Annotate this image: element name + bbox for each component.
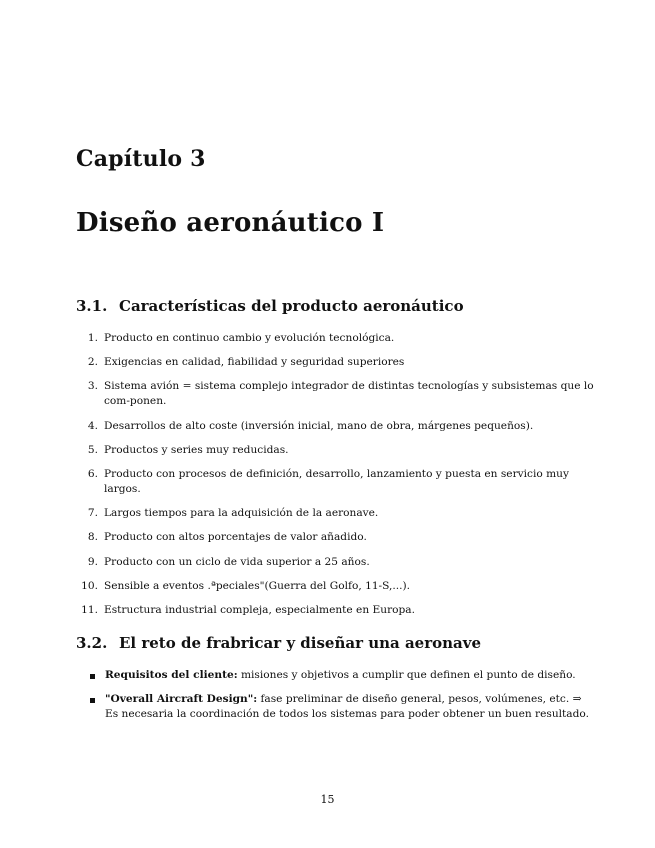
list-item xyxy=(76,355,596,370)
section-number: 3.1. xyxy=(76,297,108,315)
item-text: Productos y series muy reducidas. xyxy=(104,443,289,456)
item-number: 9. xyxy=(87,555,98,568)
bullet-text: fase preliminar de diseño general, pesos, volúmenes, etc. ⇒ Es necesaria la coordinación de todos los sistemas para poder obtener un buen resultado. xyxy=(105,692,589,720)
characteristics-list xyxy=(76,331,596,627)
bullet-bold-term: "Overall Aircraft Design": xyxy=(105,692,258,705)
list-item xyxy=(76,579,596,594)
item-text: Producto con procesos de definición, desarrollo, lanzamiento y puesta en servicio muy largos. xyxy=(104,467,569,495)
list-item xyxy=(76,419,596,434)
item-text: Sensible a eventos .ªpeciales"(Guerra del Golfo, 11-S,...). xyxy=(104,579,410,592)
list-item xyxy=(76,603,596,618)
bullet-bold-term: Requisitos del cliente: xyxy=(105,669,238,681)
item-text: Estructura industrial compleja, especialmente en Europa. xyxy=(104,603,415,616)
item-number: 2. xyxy=(87,356,98,369)
item-number: 11. xyxy=(81,603,98,616)
page-number: 15 xyxy=(320,793,335,806)
item-number: 4. xyxy=(87,419,98,432)
list-item xyxy=(76,443,596,458)
section-title: El reto de frabricar y diseñar una aeronave xyxy=(119,634,482,652)
list-item xyxy=(76,555,596,570)
list-item xyxy=(76,530,596,545)
list-item xyxy=(76,467,596,497)
list-item xyxy=(76,379,596,409)
item-number: 7. xyxy=(87,507,98,520)
section-heading-3-2 xyxy=(76,634,481,652)
item-text: Producto en continuo cambio y evolución tecnológica. xyxy=(104,332,395,344)
item-text: Sistema avión = sistema complejo integrador de distintas tecnologías y subsistemas que lo com-ponen. xyxy=(104,380,594,408)
bullet-item xyxy=(89,668,597,684)
bullet-text: misiones y objetivos a cumplir que definen el punto de diseño. xyxy=(237,669,576,681)
item-number: 3. xyxy=(87,380,98,393)
square-bullet-icon xyxy=(90,674,95,679)
section-title: Características del producto aeronáutico xyxy=(119,297,464,315)
item-number: 10. xyxy=(81,579,98,592)
item-number: 8. xyxy=(87,531,98,544)
list-item xyxy=(76,506,596,521)
challenge-bullet-list xyxy=(89,668,597,731)
square-bullet-icon xyxy=(90,698,95,703)
item-text: Desarrollos de alto coste (inversión inicial, mano de obra, márgenes pequeños). xyxy=(104,419,534,432)
item-text: Largos tiempos para la adquisición de la aeronave. xyxy=(104,507,379,520)
chapter-title: Diseño aeronáutico I xyxy=(76,208,385,238)
section-number: 3.2. xyxy=(76,634,108,652)
section-heading-3-1 xyxy=(76,297,464,315)
bullet-item xyxy=(89,692,597,723)
list-item xyxy=(76,331,596,346)
item-number: 5. xyxy=(87,443,98,456)
item-text: Exigencias en calidad, fiabilidad y seguridad superiores xyxy=(104,356,405,369)
chapter-label: Capítulo 3 xyxy=(76,146,206,172)
item-number: 6. xyxy=(87,467,98,480)
item-number: 1. xyxy=(87,332,98,344)
item-text: Producto con un ciclo de vida superior a 25 años. xyxy=(104,555,370,568)
item-text: Producto con altos porcentajes de valor añadido. xyxy=(104,531,367,544)
